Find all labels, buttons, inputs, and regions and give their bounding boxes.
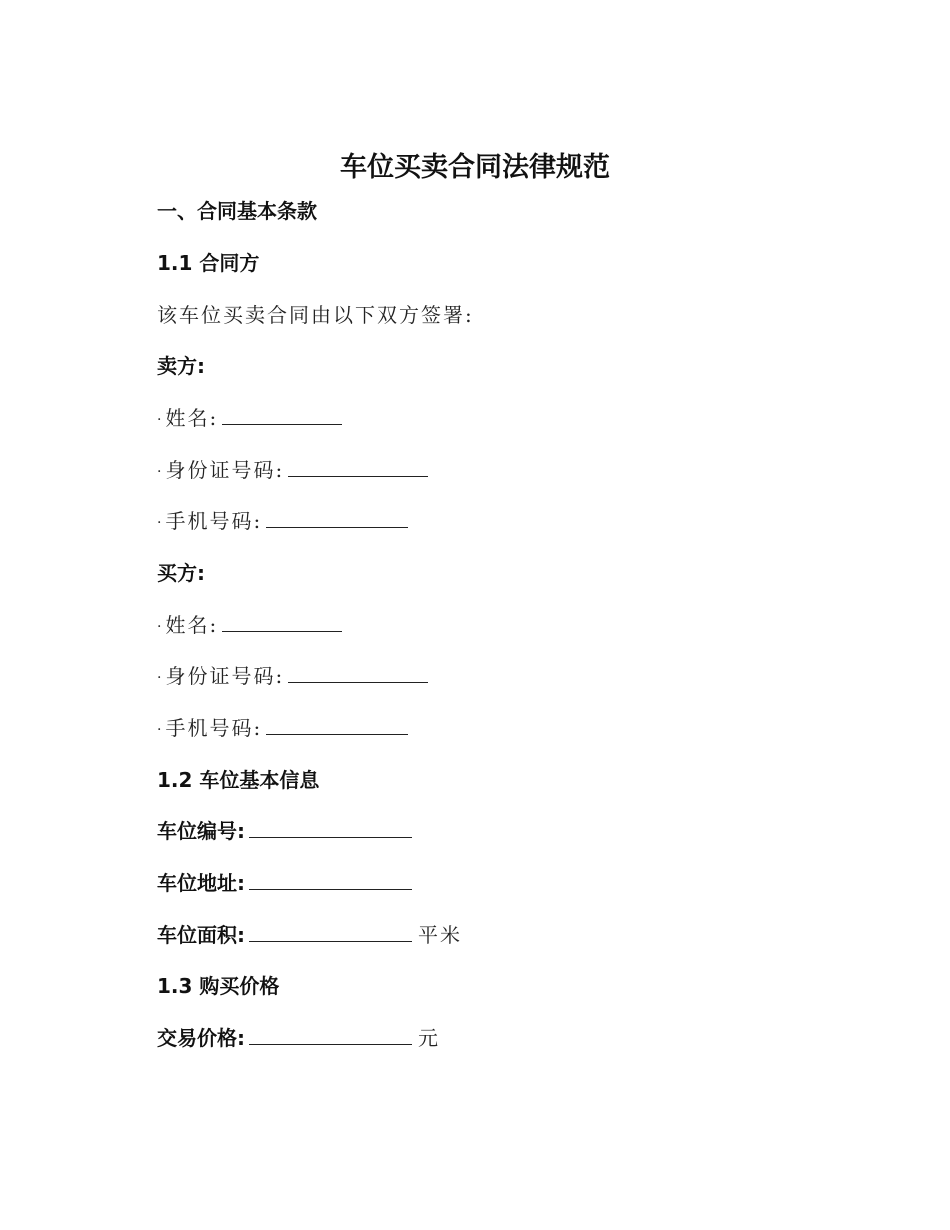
seller-name-label: 姓名:: [165, 406, 219, 430]
parties-intro: 该车位买卖合同由以下双方签署:: [157, 303, 474, 327]
bullet: ·: [157, 514, 164, 531]
subsection-heading-parking-info: 1.2 车位基本信息: [157, 768, 320, 792]
buyer-id-label: 身份证号码:: [165, 664, 285, 688]
buyer-name-label: 姓名:: [165, 613, 219, 637]
seller-phone-blank[interactable]: [266, 507, 408, 528]
parking-number-label: 车位编号:: [157, 819, 245, 843]
section-heading: 一、合同基本条款: [157, 199, 317, 223]
buyer-phone-row: [157, 713, 414, 743]
buyer-id-row: [157, 661, 434, 691]
subsection-heading-parties: 1.1 合同方: [157, 251, 260, 275]
parking-area-label: 车位面积:: [157, 923, 245, 947]
document-title: 车位买卖合同法律规范: [340, 152, 610, 183]
bullet: ·: [157, 721, 164, 738]
buyer-phone-blank[interactable]: [266, 714, 408, 735]
seller-label: 卖方:: [157, 354, 205, 378]
buyer-id-blank[interactable]: [288, 662, 428, 683]
parking-area-row: [157, 920, 462, 950]
area-unit: 平米: [418, 923, 462, 947]
parking-address-row: [157, 868, 418, 898]
parking-address-label: 车位地址:: [157, 871, 245, 895]
seller-phone-row: [157, 506, 414, 536]
bullet: ·: [157, 618, 164, 635]
buyer-phone-label: 手机号码:: [165, 716, 263, 740]
buyer-name-row: [157, 610, 348, 640]
seller-name-blank[interactable]: [222, 404, 342, 425]
buyer-label: 买方:: [157, 561, 205, 585]
seller-id-blank[interactable]: [288, 456, 428, 477]
subsection-heading-price: 1.3 购买价格: [157, 974, 280, 998]
price-blank[interactable]: [249, 1024, 412, 1045]
parking-number-blank[interactable]: [249, 817, 412, 838]
bullet: ·: [157, 669, 164, 686]
seller-phone-label: 手机号码:: [165, 509, 263, 533]
seller-id-row: [157, 455, 434, 485]
price-label: 交易价格:: [157, 1026, 245, 1050]
bullet: ·: [157, 411, 164, 428]
buyer-name-blank[interactable]: [222, 611, 342, 632]
price-row: [157, 1023, 440, 1053]
parking-number-row: [157, 816, 418, 846]
parking-address-blank[interactable]: [249, 869, 412, 890]
seller-id-label: 身份证号码:: [165, 458, 285, 482]
price-unit: 元: [418, 1026, 440, 1050]
bullet: ·: [157, 463, 164, 480]
parking-area-blank[interactable]: [249, 921, 412, 942]
seller-name-row: [157, 403, 348, 433]
